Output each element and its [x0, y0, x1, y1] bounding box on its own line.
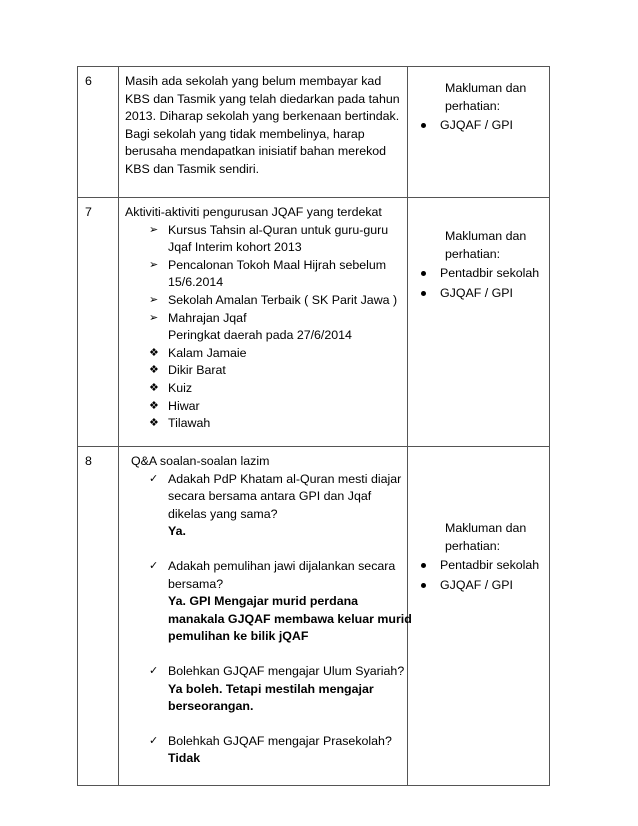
- list-item: GJQAF / GPI: [414, 577, 545, 595]
- row-description: [119, 447, 412, 786]
- question-item: ✓ Adakah PdP Khatam al-Quran mesti diajar: [125, 471, 402, 489]
- question-cont: secara bersama antara GPI dan Jqaf: [168, 489, 372, 504]
- arrow-list: [125, 222, 402, 433]
- row-action: [408, 447, 550, 786]
- table-row: [78, 198, 550, 447]
- action-title: Makluman dan: [445, 521, 527, 535]
- spacer: [125, 541, 402, 558]
- question-item: ✓ Adakah pemulihan jawi dijalankan secara: [125, 558, 402, 576]
- list-item: Pentadbir sekolah: [414, 557, 545, 575]
- action-title: Makluman dan: [445, 81, 527, 95]
- row-number: 6: [78, 67, 119, 198]
- desc-line: Bagi sekolah yang tidak membelinya, harap: [125, 126, 365, 141]
- action-list: [414, 265, 545, 302]
- arrow-icon: ➢: [149, 223, 159, 236]
- list-item: ❖ Kuiz: [125, 380, 402, 398]
- minutes-table: [77, 66, 550, 786]
- diamond-icon: ❖: [149, 399, 159, 412]
- action-title: perhatian:: [445, 98, 501, 113]
- action-title: perhatian:: [445, 538, 501, 553]
- bullet-icon: [421, 123, 426, 128]
- check-icon: ✓: [149, 559, 159, 572]
- check-icon: ✓: [149, 472, 159, 485]
- row-action: [408, 67, 550, 198]
- list-item: ❖ Dikir Barat: [125, 362, 402, 380]
- action-title: Makluman dan: [445, 229, 527, 243]
- list-item: ➢ Pencalonan Tokoh Maal Hijrah sebelum: [125, 257, 402, 275]
- list-item: GJQAF / GPI: [414, 117, 545, 135]
- action-title: perhatian:: [445, 246, 501, 261]
- list-item: ➢ Kursus Tahsin al-Quran untuk guru-guru: [125, 222, 402, 240]
- row-intro: Q&A soalan-soalan lazim: [131, 454, 270, 468]
- desc-line: 2013. Diharap sekolah yang berkenaan bertindak.: [125, 109, 400, 124]
- bullet-icon: [421, 563, 426, 568]
- answer-line: Ya. GPI Mengajar murid perdana: [168, 594, 359, 609]
- desc-line: KBS dan Tasmik sendiri.: [125, 161, 260, 176]
- answer-line: pemulihan ke bilik jQAF: [168, 629, 309, 644]
- list-item-cont: Jqaf Interim kohort 2013: [168, 240, 302, 255]
- row-number: 8: [78, 447, 119, 786]
- diamond-icon: ❖: [149, 417, 159, 430]
- list-item: ➢ Sekolah Amalan Terbaik ( SK Parit Jawa ): [125, 292, 402, 310]
- list-item: ❖ Tilawah: [125, 415, 402, 433]
- table-row: [78, 67, 550, 198]
- list-item: Pentadbir sekolah: [414, 265, 545, 283]
- arrow-icon: ➢: [149, 293, 159, 306]
- action-list: [414, 557, 545, 594]
- list-item: ❖ Hiwar: [125, 398, 402, 416]
- qa-list: [125, 471, 412, 768]
- spacer: [125, 716, 402, 733]
- bullet-icon: [421, 291, 426, 296]
- row-intro: Aktiviti-aktiviti pengurusan JQAF yang terdekat: [125, 205, 382, 219]
- row-number: 7: [78, 198, 119, 447]
- bullet-icon: [421, 271, 426, 276]
- desc-line: berusaha mendapatkan inisiatif bahan merekod: [125, 144, 387, 159]
- diamond-icon: ❖: [149, 381, 159, 394]
- list-item: ➢ Mahrajan Jqaf: [125, 310, 402, 328]
- table-row: [78, 447, 550, 786]
- check-icon: ✓: [149, 734, 159, 747]
- desc-line: Masih ada sekolah yang belum membayar kad: [125, 74, 382, 88]
- row-description: [119, 198, 408, 447]
- list-item-cont: 15/6.2014: [168, 275, 224, 290]
- row-description: [119, 67, 408, 198]
- question-item: ✓ Bolehkan GJQAF mengajar Ulum Syariah?: [125, 663, 402, 681]
- answer-line: Ya boleh. Tetapi mestilah mengajar: [168, 681, 374, 696]
- question-item: ✓ Bolehkah GJQAF mengajar Prasekolah?: [125, 733, 402, 751]
- arrow-icon: ➢: [149, 258, 159, 271]
- arrow-icon: ➢: [149, 311, 159, 324]
- row-action: [408, 198, 550, 447]
- desc-line: KBS dan Tasmik yang telah diedarkan pada tahun: [125, 91, 400, 106]
- list-item: ❖ Kalam Jamaie: [125, 345, 402, 363]
- answer-line: berseorangan.: [168, 699, 254, 714]
- diamond-icon: ❖: [149, 346, 159, 359]
- bullet-icon: [421, 583, 426, 588]
- answer-line: Tidak: [168, 751, 201, 766]
- answer-line: manakala GJQAF membawa keluar murid: [168, 611, 412, 626]
- list-item-cont: Peringkat daerah pada 27/6/2014: [168, 328, 352, 343]
- question-cont: bersama?: [168, 576, 224, 591]
- question-cont: dikelas yang sama?: [168, 506, 278, 521]
- answer-line: Ya.: [168, 524, 186, 539]
- list-item: GJQAF / GPI: [414, 285, 545, 303]
- check-icon: ✓: [149, 664, 159, 677]
- spacer: [125, 646, 402, 663]
- action-list: [414, 117, 545, 135]
- diamond-icon: ❖: [149, 364, 159, 377]
